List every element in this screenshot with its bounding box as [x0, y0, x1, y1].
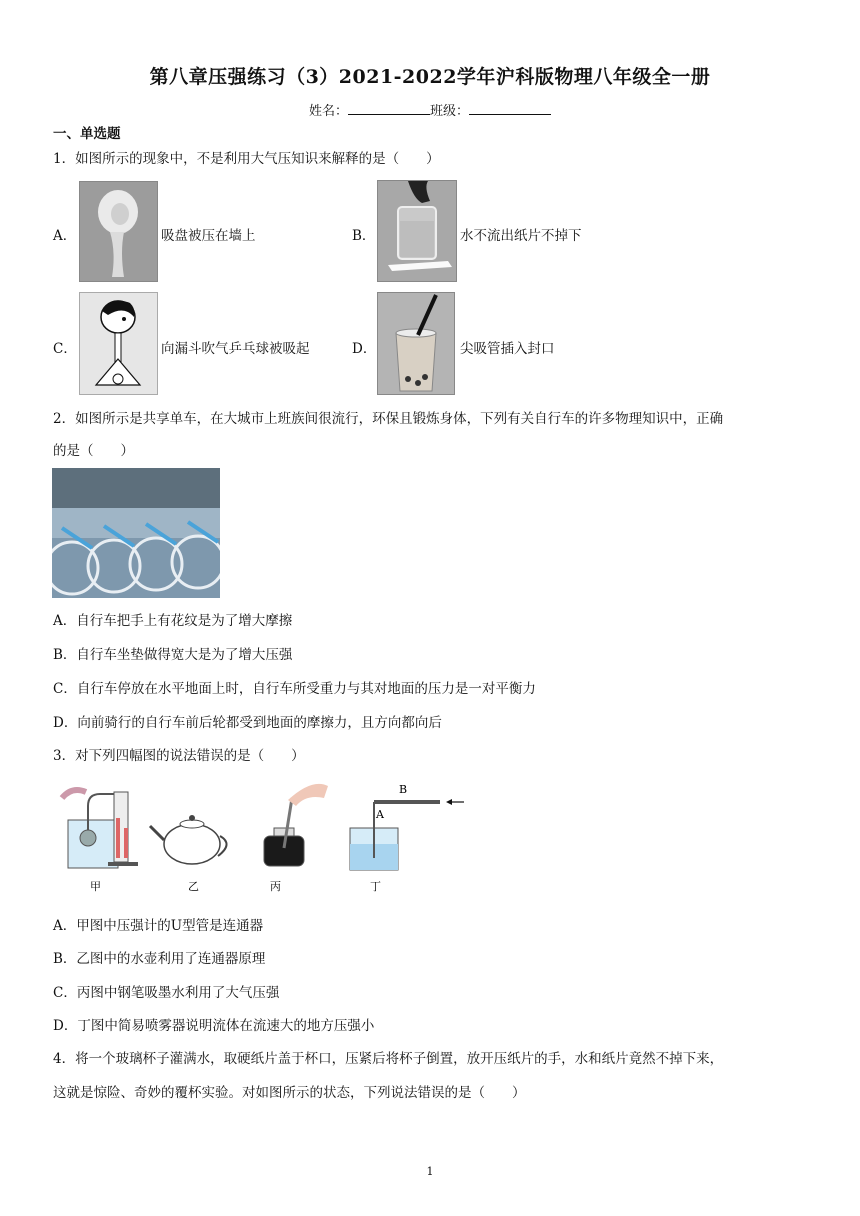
- question-2-stem-line1: 2．如图所示是共享单车，在大城市上班族间很流行，环保且锻炼身体，下列有关自行车的许多物理知识中，正确: [53, 411, 724, 427]
- q1-option-b-letter: B．: [352, 228, 376, 244]
- caption-jia: 甲: [90, 880, 101, 893]
- class-blank[interactable]: [469, 103, 551, 115]
- name-label: 姓名：: [308, 104, 348, 119]
- question-1-stem: 1．如图所示的现象中，不是利用大气压知识来解释的是（ ）: [53, 151, 440, 167]
- q2-option-a: A．自行车把手上有花纹是为了增大摩擦: [53, 613, 293, 629]
- caption-ding: 丁: [370, 880, 381, 893]
- question-4-stem-line1: 4．将一个玻璃杯子灌满水，取硬纸片盖于杯口，压紧后将杯子倒置，放开压纸片的手，水和纸片竟然不掉下来，: [53, 1051, 724, 1067]
- q2-option-b: B．自行车坐垫做得宽大是为了增大压强: [53, 647, 293, 663]
- q2-option-d: D．向前骑行的自行车前后轮都受到地面的摩擦力，且方向都向后: [53, 715, 442, 731]
- shared-bikes-photo: [52, 468, 220, 598]
- q1-option-b-text: 水不流出纸片不掉下: [460, 228, 582, 244]
- student-info-line: [0, 100, 860, 119]
- class-label: 班级：: [430, 104, 470, 119]
- q1-option-c-letter: C．: [53, 341, 77, 357]
- name-blank[interactable]: [348, 103, 430, 115]
- q1-option-c-text: 向漏斗吹气乒乓球被吸起: [161, 341, 310, 357]
- suction-cup-photo: [79, 181, 158, 282]
- inverted-glass-photo: [377, 180, 457, 282]
- question-4-stem-line2: 这就是惊险、奇妙的覆杯实验。对如图所示的状态，下列说法错误的是（ ）: [53, 1085, 526, 1101]
- q3-option-b: B．乙图中的水壶利用了连通器原理: [53, 951, 266, 967]
- page-number: 1: [426, 1165, 434, 1178]
- q3-option-d: D．丁图中简易喷雾器说明流体在流速大的地方压强小: [53, 1018, 375, 1034]
- caption-yi: 乙: [188, 880, 199, 893]
- q1-option-d-letter: D．: [352, 341, 377, 357]
- q1-option-a-text: 吸盘被压在墙上: [161, 228, 256, 244]
- question-3-stem: 3．对下列四幅图的说法错误的是（ ）: [53, 748, 305, 764]
- q2-option-c: C．自行车停放在水平地面上时，自行车所受重力与其对地面的压力是一对平衡力: [53, 681, 536, 697]
- label-a: A: [376, 808, 384, 821]
- caption-bing: 丙: [270, 880, 281, 893]
- funnel-blowing-diagram: [79, 292, 158, 395]
- label-b: B: [399, 783, 408, 796]
- section-heading-single-choice: 一、单选题: [53, 126, 121, 142]
- straw-cup-photo: [377, 292, 455, 395]
- q3-four-figures: [52, 778, 472, 898]
- q1-option-d-text: 尖吸管插入封口: [460, 341, 555, 357]
- q1-option-a-letter: A．: [53, 228, 77, 244]
- q3-option-a: A．甲图中压强计的U型管是连通器: [53, 918, 264, 934]
- q3-option-c: C．丙图中钢笔吸墨水利用了大气压强: [53, 985, 280, 1001]
- page-title: 第八章压强练习（3）2021-2022学年沪科版物理八年级全一册: [149, 66, 711, 88]
- question-2-stem-line2: 的是（ ）: [53, 443, 134, 459]
